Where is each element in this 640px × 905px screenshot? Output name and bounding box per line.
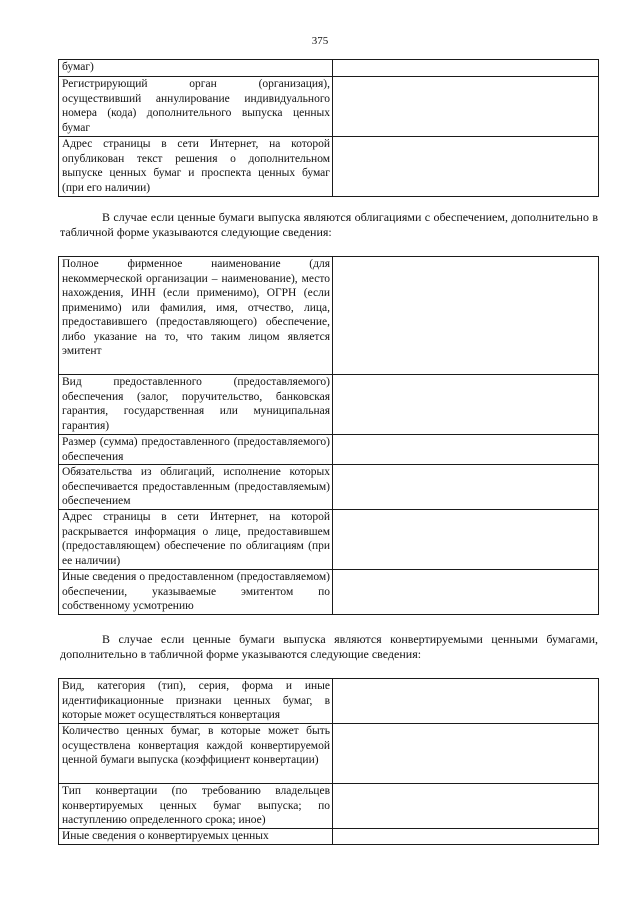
table-cell-value: [333, 784, 599, 829]
table-cell-label: Вид, категория (тип), серия, форма и иные идентификационные признаки ценных бумаг, в которые может осуществляться конвертация: [59, 679, 333, 724]
table-cell-value: [333, 257, 599, 375]
table-cell-value: [333, 724, 599, 784]
table-cell-label: бумаг): [59, 60, 333, 77]
table-cell-value: [333, 679, 599, 724]
table-cell-value: [333, 510, 599, 570]
table-cell-label: Иные сведения о конвертируемых ценных: [59, 829, 333, 845]
table-row: [59, 435, 599, 465]
table-cell-value: [333, 137, 599, 197]
table-row: [59, 60, 599, 77]
table-row: [59, 829, 599, 845]
table-cell-value: [333, 60, 599, 77]
table-cell-label: Обязательства из облигаций, исполнение которых обеспечивается предоставленным (предоставляемым) обеспечением: [59, 465, 333, 510]
table-row: [59, 724, 599, 784]
table-cell-label: Полное фирменное наименование (для некоммерческой организации – наименование), место нахождения, ИНН (если применимо), ОГРН (если применимо) или фамилия, имя, отчество, лица, предоставившего (предоставляющего) обеспечение, либо указание на то, что таким лицом является эмитент: [59, 257, 333, 375]
table-row: [59, 570, 599, 615]
convertible-securities-table: [58, 678, 599, 845]
table-cell-label: Вид предоставленного (предоставляемого) обеспечения (залог, поручительство, банковская гарантия, государственная или муниципальная гарантия): [59, 375, 333, 435]
secured-bonds-table: [58, 256, 599, 615]
page-number: 375: [311, 35, 329, 47]
secured-bonds-paragraph: В случае если ценные бумаги выпуска являются облигациями с обеспечением, дополнительно в табличной форме указываются следующие сведения:: [60, 210, 598, 239]
table-cell-value: [333, 375, 599, 435]
issue-details-table: [58, 59, 599, 197]
table-row: [59, 77, 599, 137]
table-cell-value: [333, 435, 599, 465]
table-row: [59, 679, 599, 724]
table-cell-label: Размер (сумма) предоставленного (предоставляемого) обеспечения: [59, 435, 333, 465]
table-cell-label: Тип конвертации (по требованию владельцев конвертируемых ценных бумаг выпуска; по наступлению определенного срока; иное): [59, 784, 333, 829]
table-row: [59, 465, 599, 510]
table-cell-label: Адрес страницы в сети Интернет, на которой раскрывается информация о лице, предоставившем (предоставляющем) обеспечение по облигациям (при ее наличии): [59, 510, 333, 570]
table-cell-label: Иные сведения о предоставленном (предоставляемом) обеспечении, указываемые эмитентом по собственному усмотрению: [59, 570, 333, 615]
table-cell-value: [333, 77, 599, 137]
table-row: [59, 510, 599, 570]
table-cell-label: Адрес страницы в сети Интернет, на которой опубликован текст решения о дополнительном выпуске ценных бумаг и проспекта ценных бумаг (при его наличии): [59, 137, 333, 197]
table-cell-value: [333, 829, 599, 845]
table-cell-label: Количество ценных бумаг, в которые может быть осуществлена конвертация каждой конвертируемой ценной бумаги выпуска (коэффициент конвертации): [59, 724, 333, 784]
table-cell-label: Регистрирующий орган (организация), осуществивший аннулирование индивидуального номера (кода) дополнительного выпуска ценных бумаг: [59, 77, 333, 137]
table-row: [59, 375, 599, 435]
table-cell-value: [333, 570, 599, 615]
table-row: [59, 257, 599, 375]
table-cell-value: [333, 465, 599, 510]
table-row: [59, 137, 599, 197]
table-row: [59, 784, 599, 829]
convertible-paragraph: В случае если ценные бумаги выпуска являются конвертируемыми ценными бумагами, дополнительно в табличной форме указываются следующие сведения:: [60, 632, 598, 661]
